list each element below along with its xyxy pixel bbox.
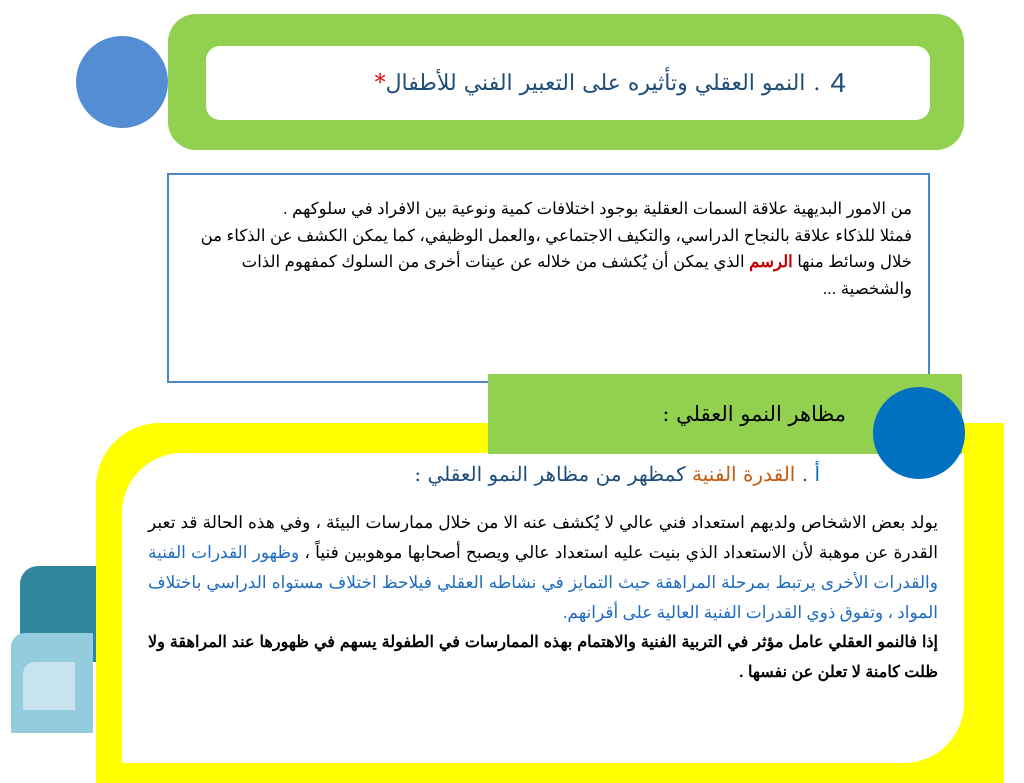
subheading-separator: . — [795, 462, 815, 486]
subheading-highlight: القدرة الفنية — [692, 462, 796, 486]
subheading — [200, 462, 820, 500]
intro-line-1: من الامور البديهية علاقة السمات العقلية بوجود اختلافات كمية ونوعية بين الافراد في سلوكهم . — [283, 200, 912, 218]
intro-paragraph — [190, 196, 912, 302]
title-text: النمو العقلي وتأثيره على التعبير الفني للأطفال — [385, 70, 806, 96]
title-star: * — [374, 70, 386, 96]
section-circle-decoration — [873, 387, 965, 479]
intro-highlight: الرسم — [749, 253, 793, 271]
body-part-1: يولد بعض الاشخاص ولديهم استعداد فني عالي لا يُكشف عنه الا من خلال ممارسات البيئة ، وفي هذه الحالة قد تعبر القدرة عن موهبة لأن الاستعداد الذي بنيت عليه استعداد عالي ويصبح أصحابها موهوبين فنياً ، — [148, 513, 938, 562]
header-circle-decoration — [76, 36, 168, 128]
inner-square-decoration — [23, 662, 75, 710]
title-number: 4 — [830, 67, 846, 98]
body-paragraph — [148, 508, 938, 688]
subheading-letter: أ — [814, 462, 820, 486]
section-title: مظاهر النمو العقلي : — [662, 402, 846, 426]
intro-text-before: فمثلا للذكاء علاقة بالنجاح الدراسي، والتكيف الاجتماعي ،والعمل الوظيفي، كما يمكن الكشف عن الذكاء من خلال وسائط منها — [200, 226, 912, 271]
intro-text-after: الذي يمكن أن يُكشف من خلاله عن عينات أخرى من السلوك كمفهوم الذات والشخصية ... — [241, 253, 912, 298]
subheading-rest: كمظهر من مظاهر النمو العقلي : — [414, 462, 693, 486]
intro-line-2 — [190, 223, 912, 303]
page-title — [206, 46, 846, 120]
body-part-3: إذا فالنمو العقلي عامل مؤثر في التربية الفنية والاهتمام بهذه الممارسات في الطفولة يسهم في ظهورها عند المراهقة ولا ظلت كامنة لا تعلن عن نفسها . — [148, 634, 939, 681]
title-separator: . — [813, 70, 821, 96]
body-part-2: وظهور القدرات الفنية والقدرات الأخرى يرتبط بمرحلة المراهقة حيث التمايز في نشاطه العقلي فيلاحظ اختلاف مستواه الدراسي باختلاف المواد ، وتفوق ذوي القدرات الفنية العالية على أقرانهم. — [148, 543, 938, 622]
